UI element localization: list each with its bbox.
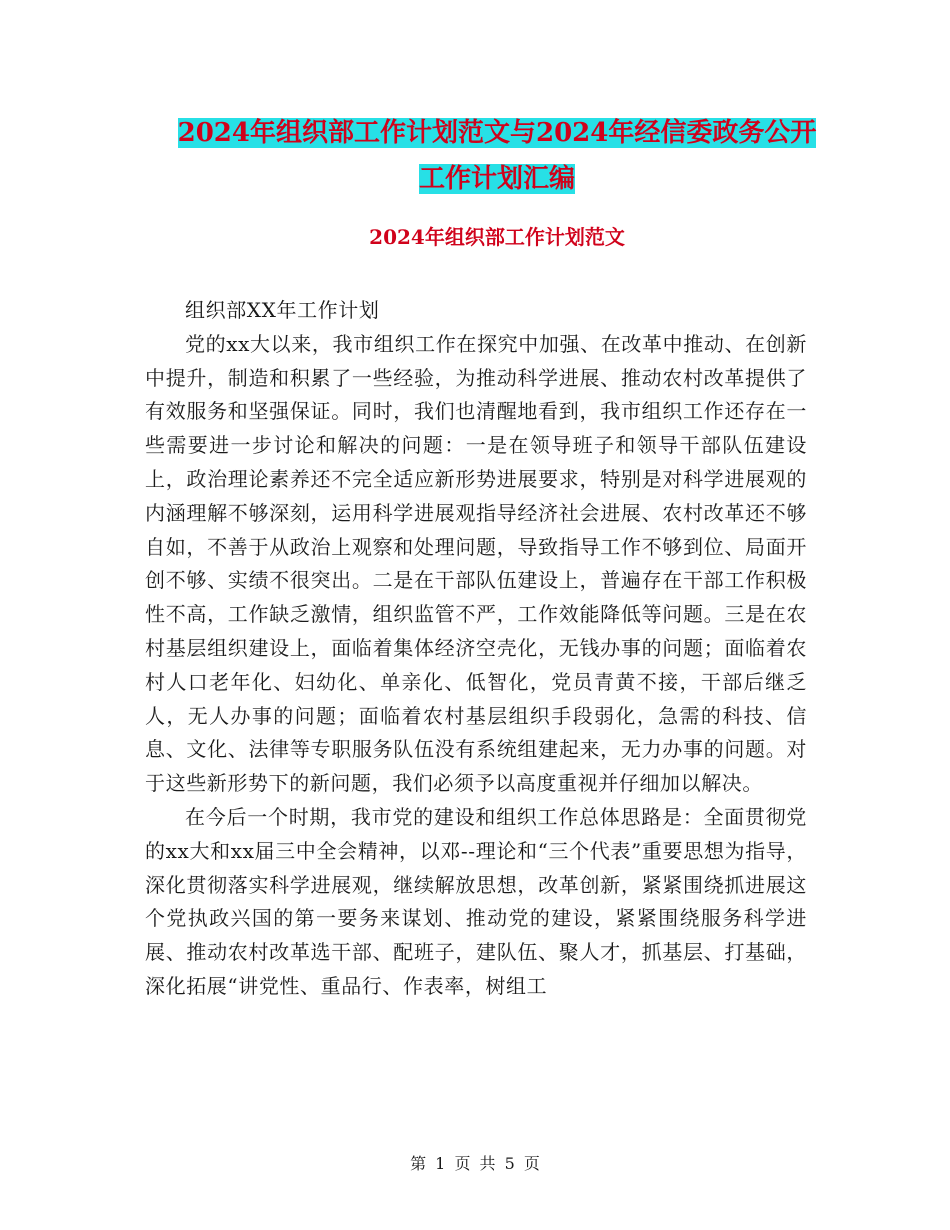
paragraph-heading: 组织部XX年工作计划: [185, 298, 380, 322]
document-title-line-2: 工作计划汇编: [418, 164, 575, 194]
document-title-line-1: 2024年组织部工作计划范文与2024年经信委政务公开: [177, 118, 817, 148]
document-title: [140, 110, 854, 202]
document-body: [145, 294, 807, 1004]
section-title: 2024年组织部工作计划范文: [369, 225, 625, 249]
paragraph: 党的xx大以来，我市组织工作在探究中加强、在改革中推动、在创新中提升，制造和积累了一些经验，为推动科学进展、推动农村改革提供了有效服务和坚强保证。同时，我们也清醒地看到，我市组织工作还存在一些需要进一步讨论和解决的问题：一是在领导班子和领导干部队伍建设上，政治理论素养还不完全适应新形势进展要求，特别是对科学进展观的内涵理解不够深刻，运用科学进展观指导经济社会进展、农村改革还不够自如，不善于从政治上观察和处理问题，导致指导工作不够到位、局面开创不够、实绩不很突出。二是在干部队伍建设上，普遍存在干部工作积极性不高，工作缺乏激情，组织监管不严，工作效能降低等问题。三是在农村基层组织建设上，面临着集体经济空壳化，无钱办事的问题；面临着农村人口老年化、妇幼化、单亲化、低智化，党员青黄不接，干部后继乏人，无人办事的问题；面临着农村基层组织手段弱化，急需的科技、信息、文化、法律等专职服务队伍没有系统组建起来，无力办事的问题。对于这些新形势下的新问题，我们必须予以高度重视并仔细加以解决。: [145, 331, 807, 796]
paragraph: 在今后一个时期，我市党的建设和组织工作总体思路是：全面贯彻党的xx大和xx届三中全会精神，以邓--理论和“三个代表”重要思想为指导，深化贯彻落实科学进展观，继续解放思想，改革创新，紧紧围绕抓进展这个党执政兴国的第一要务来谋划、推动党的建设，紧紧围绕服务科学进展、推动农村改革选干部、配班子，建队伍、聚人才，抓基层、打基础，深化拓展“讲党性、重品行、作表率，树组工: [145, 804, 807, 998]
page-number-footer: 第 1 页 共 5 页: [410, 1154, 540, 1173]
